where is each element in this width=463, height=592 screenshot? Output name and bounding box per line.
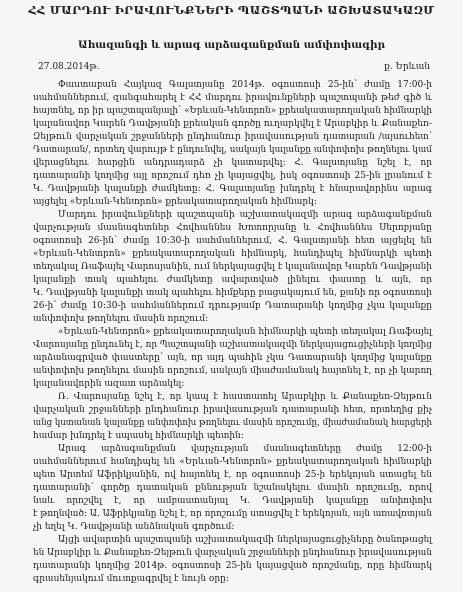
paragraph xyxy=(33,209,432,326)
line-text: սահմաններում, զանգահարել է ՀՀ մարդու իրավունքների պաշտպանի թեժ գիծ և xyxy=(33,93,432,103)
text-line xyxy=(33,456,432,469)
text-line xyxy=(33,365,432,378)
text-line xyxy=(33,248,432,261)
text-line xyxy=(33,339,432,352)
text-line xyxy=(33,508,432,521)
paragraph xyxy=(33,391,432,443)
line-text: Մարդու իրավունքների պաշտպանի աշխատակազմի արագ արձագանքման xyxy=(58,210,432,220)
paragraph xyxy=(33,443,432,534)
paragraph xyxy=(33,534,432,586)
line-text: «Երևան-Կենտրոն» քրեակատարողական հիմնարկ, հանդիպել հիմնարկի պետի xyxy=(33,249,432,259)
line-text: անց կստանան կալանքը անփոփոխ թողնելու մասին որոշումը, միաժամանակ հարցերի xyxy=(33,418,432,428)
paragraph xyxy=(33,79,432,209)
line-text: վարչության մասնագետներ Հովհաննես Խոտորյանը և Հովհաննես Սերոբյանը xyxy=(33,223,432,233)
text-line xyxy=(33,547,432,560)
line-text: Արագ արձագանքման վարչության մասնագետները ժամը 12:00-ի xyxy=(58,444,432,454)
line-text: վարչական շրջանների ընդհանուր իրավասության դատարանի հետ, որտեղից քիչ xyxy=(33,405,432,415)
text-line xyxy=(33,235,432,248)
line-text: տեղակալ Ռաֆայել Վարոսյանին, ում ներկայացվել է կալանավոր Կարեն Դավթյանի xyxy=(33,262,432,272)
text-line xyxy=(33,222,432,235)
line-text: այցելել «Երևան-Կենտրոն» քրեակատարողական հիմնարկ: xyxy=(33,197,317,207)
text-line xyxy=(33,157,432,170)
text-line xyxy=(33,482,432,495)
line-text: Կ. Դավթյանի կալանքի ժամկետը: Հ. Գալստյանը խնդրել է հնարավորինս արագ xyxy=(33,184,432,194)
organization-header: ՀՀ ՄԱՐԴՈՒ ԻՐԱՎՈՒՆՔՆԵՐԻ ՊԱՇՏՊԱՆԻ ԱՇԽԱՏԱԿԱԶՄ xyxy=(28,3,435,17)
text-line xyxy=(33,287,432,300)
line-text: արձանագրված փաստերը՝ այն, որ այդ պահին չկա Դատարանի կողմից կալանքը xyxy=(33,353,432,363)
line-text: կալանավորին ազատ արձակել: xyxy=(33,379,185,389)
text-line xyxy=(33,378,432,391)
line-text: Դատարան/, որտեղ վարույթ է ընդունվել, սակայն կալանքը անփոփոխ թողնելու կամ xyxy=(33,145,432,155)
line-text: Զեյթուն վարչական շրջանների ընդհանուր իրավասության դատարան /այսուհետ՝ xyxy=(33,132,432,142)
line-text: հայտնել, որ իր պաշտպանյալի՝ «Երևան-Կենտրոն» քրեակատարողական հիմնարկի xyxy=(33,106,432,116)
line-text: անփոփոխ թողնելու մասին որոշում: xyxy=(33,314,209,324)
text-line xyxy=(33,352,432,365)
text-line xyxy=(33,560,432,573)
text-line xyxy=(33,196,432,209)
line-text: դատարանի կողմից 2014թ. օգոստոսի 25-ին կայացված որոշմանը, որը հիմնարկ xyxy=(33,561,432,571)
line-text: են Արաբկիր և Քանաքեռ-Զեյթուն վարչական շրջանների ընդհանուր իրավասության xyxy=(33,548,432,558)
text-line xyxy=(33,209,432,222)
paragraph xyxy=(33,326,432,391)
text-line xyxy=(33,131,432,144)
line-text: պետ Արտեմ Աֆրիկյանին, ով հայտնել է, որ օգոստոսի 25-ի երեկոյան ստացել են xyxy=(33,470,432,480)
line-text: օգոստոսի 26-ին՝ ժամը 10:30-ի սահմաններում, Հ. Գալստյանի հետ այցելել են xyxy=(33,236,432,246)
text-line xyxy=(33,183,432,196)
text-line xyxy=(33,417,432,430)
text-line xyxy=(33,534,432,547)
text-line xyxy=(33,313,432,326)
text-line xyxy=(33,105,432,118)
text-line xyxy=(33,521,432,534)
line-text: է թողնված: Ա. Աֆրիկյանը նշել է, որ որոշումը ստացվել է երեկոյան, այն առավոտյան xyxy=(33,509,432,519)
line-text: Փաստաբան Հայկազ Գալստյանը 2014թ. օգոստոսի 25-ին՝ ժամը 17:00-ի xyxy=(58,80,432,90)
text-line xyxy=(33,469,432,482)
text-line xyxy=(33,326,432,339)
line-text: Վարոսյանը ընդունել է, որ Պաշտպանի աշխատակազմի ներկայացուցիչների կողմից xyxy=(33,340,432,350)
text-line xyxy=(33,495,432,508)
text-line xyxy=(33,404,432,417)
text-line xyxy=(33,170,432,183)
line-text: անփոփոխ թողնելու մասին որոշում, սակայն միաժամանակ հայտնել է, որ չի կարող xyxy=(33,366,432,376)
text-line xyxy=(33,573,432,586)
line-text: համար խնդրել է սպասել հիմնարկի պետին: xyxy=(33,431,244,441)
text-line xyxy=(33,92,432,105)
line-text: 26-ի՝ ժամը 10:30-ի սահմաններում դրությամբ Դատարանի կողմից չկա կալանքը xyxy=(33,301,432,311)
text-line xyxy=(33,261,432,274)
line-text: գրասենյակում մուտքագրվել է նույն օրը: xyxy=(33,574,229,584)
document-body xyxy=(33,79,432,586)
document-title: Ահազանգի և արագ արձագանքման ամփոփագիր xyxy=(77,39,386,51)
line-text: չի եղել Կ. Դավթյանի անձնական գործում: xyxy=(33,522,235,532)
text-line xyxy=(33,118,432,131)
text-line xyxy=(33,443,432,456)
line-text: Ռ. Վարոսյանը նշել է, որ կապ է հաստատել Արաբկիր և Քանաքեռ-Զեյթուն xyxy=(58,392,432,402)
document-place: ք. Երևան xyxy=(384,62,430,72)
line-text: կալանքի տակ պահելու ժամկետը ավարտված լինելու փաստը և այն, որ xyxy=(33,275,432,285)
line-text: վերացնելու հարցին անդրադարձ չի կատարվել: Հ. Գալստյանը նշել է, որ xyxy=(33,158,432,168)
line-text: Այցի ավարտին պաշտպանի աշխատակազմի ներկայացուցիչները ծանոթացել xyxy=(58,535,432,545)
line-text: Կ. Դավթյանի կալանքի տակ պահելու հիմքերը բացակայում են, քանի որ օգոստոսի xyxy=(33,288,432,298)
text-line xyxy=(33,144,432,157)
line-text: սահմաններում հանդիպել են «Երևան-Կենտրոն» քրեակատարողական հիմնարկի xyxy=(33,457,432,467)
line-text: կալանավոր Կարեն Դավթյանի քրեական գործը ուղարկվել է Արաբկիր և Քանաքեռ- xyxy=(33,119,432,129)
text-line xyxy=(33,274,432,287)
line-text: նաև որոշվել է, որ ամբաստանյալ Կ. Դավթյանի կալանքը անփոփոխ xyxy=(33,496,432,506)
text-line xyxy=(33,430,432,443)
document-date: 27.08.2014թ. xyxy=(38,62,100,72)
line-text: «Երևան-Կենտրոն» քրեակատարողական հիմնարկի պետի տեղակալ Ռաֆայել xyxy=(58,327,432,337)
text-line xyxy=(33,79,432,92)
line-text: դատարանի՝ գործը դատական քննության նշանակելու մասին որոշումը, որով xyxy=(33,483,432,493)
text-line xyxy=(33,391,432,404)
line-text: դատարանի կողմից այլ որոշում դեռ չի կայացվել, իսկ օգոստոսի 25-ին լրանում է xyxy=(33,171,432,181)
text-line xyxy=(33,300,432,313)
